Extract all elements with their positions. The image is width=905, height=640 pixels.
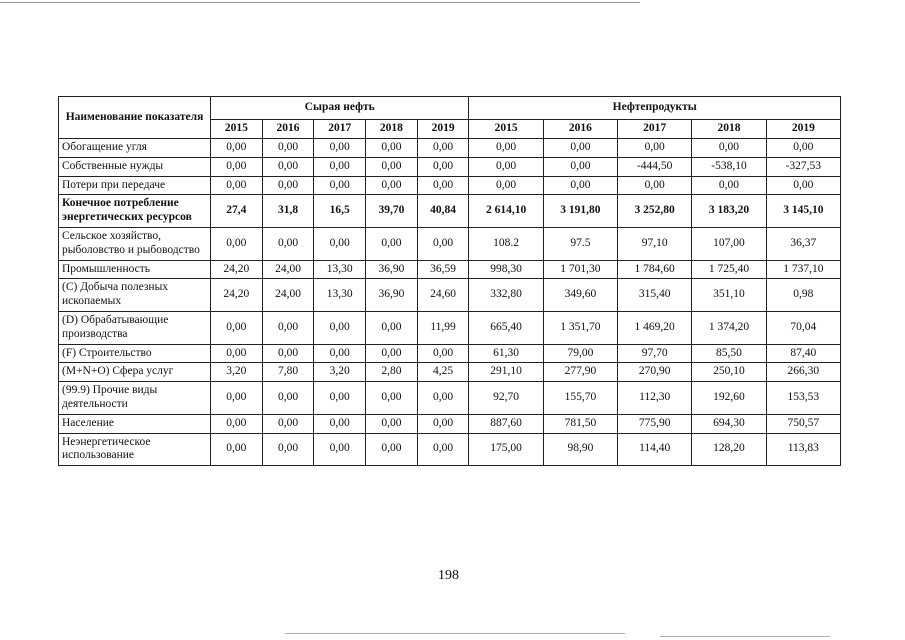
value-cell: 0,00 [417, 414, 469, 433]
value-cell: 85,50 [692, 344, 766, 363]
value-cell: 0,00 [417, 433, 469, 466]
table-row [59, 176, 841, 195]
row-name-cell: Неэнергетическое использование [59, 433, 211, 466]
scan-edge-line [285, 633, 625, 634]
value-cell: -538,10 [692, 157, 766, 176]
value-cell: 3 252,80 [618, 195, 692, 228]
value-cell: 0,00 [314, 414, 366, 433]
value-cell: 0,00 [211, 139, 263, 158]
value-cell: 175,00 [469, 433, 543, 466]
value-cell: 36,90 [366, 260, 418, 279]
value-cell: 0,00 [314, 227, 366, 260]
value-cell: 887,60 [469, 414, 543, 433]
page-number: 198 [438, 568, 459, 583]
value-cell: 750,57 [766, 414, 840, 433]
value-cell: 0,00 [366, 311, 418, 344]
value-cell: 1 701,30 [543, 260, 617, 279]
value-cell: 24,60 [417, 279, 469, 312]
value-cell: 0,00 [211, 227, 263, 260]
value-cell: 0,00 [417, 139, 469, 158]
year-header: 2018 [366, 120, 418, 139]
value-cell: 0,00 [417, 157, 469, 176]
value-cell: 266,30 [766, 363, 840, 382]
value-cell: 155,70 [543, 382, 617, 415]
value-cell: 2 614,10 [469, 195, 543, 228]
row-name-cell: (M+N+O) Сфера услуг [59, 363, 211, 382]
year-header: 2016 [543, 120, 617, 139]
value-cell: 0,00 [314, 176, 366, 195]
value-cell: 0,00 [366, 139, 418, 158]
row-name-cell: Сельское хозяйство, рыболовство и рыбоводство [59, 227, 211, 260]
value-cell: 0,00 [262, 382, 314, 415]
value-cell: 315,40 [618, 279, 692, 312]
value-cell: 0,00 [366, 382, 418, 415]
value-cell: 3,20 [211, 363, 263, 382]
value-cell: 332,80 [469, 279, 543, 312]
year-header: 2018 [692, 120, 766, 139]
year-header: 2016 [262, 120, 314, 139]
value-cell: 0,00 [314, 382, 366, 415]
value-cell: 0,00 [543, 176, 617, 195]
value-cell: 2,80 [366, 363, 418, 382]
year-header: 2017 [618, 120, 692, 139]
table-row [59, 157, 841, 176]
value-cell: 70,04 [766, 311, 840, 344]
value-cell: 1 374,20 [692, 311, 766, 344]
value-cell: 0,00 [314, 139, 366, 158]
value-cell: 0,00 [211, 382, 263, 415]
value-cell: 351,10 [692, 279, 766, 312]
value-cell: 998,30 [469, 260, 543, 279]
value-cell: 0,00 [469, 157, 543, 176]
value-cell: 27,4 [211, 195, 263, 228]
row-name-cell: Население [59, 414, 211, 433]
value-cell: 0,00 [211, 311, 263, 344]
column-group-crude-oil: Сырая нефть [211, 97, 469, 120]
value-cell: 11,99 [417, 311, 469, 344]
row-name-cell: (99.9) Прочие виды деятельности [59, 382, 211, 415]
value-cell: 349,60 [543, 279, 617, 312]
value-cell: 114,40 [618, 433, 692, 466]
value-cell: 31,8 [262, 195, 314, 228]
year-header: 2015 [469, 120, 543, 139]
value-cell: 36,37 [766, 227, 840, 260]
value-cell: 24,00 [262, 260, 314, 279]
value-cell: 13,30 [314, 279, 366, 312]
value-cell: 0,00 [314, 157, 366, 176]
row-name-cell: Собственные нужды [59, 157, 211, 176]
value-cell: 0,00 [314, 433, 366, 466]
table-row [59, 260, 841, 279]
value-cell: 0,00 [366, 176, 418, 195]
value-cell: 3 145,10 [766, 195, 840, 228]
value-cell: 92,70 [469, 382, 543, 415]
value-cell: 0,00 [417, 227, 469, 260]
table-row [59, 311, 841, 344]
value-cell: 0,00 [692, 176, 766, 195]
value-cell: 0,00 [766, 139, 840, 158]
value-cell: 0,00 [543, 139, 617, 158]
value-cell: 3,20 [314, 363, 366, 382]
value-cell: 97,70 [618, 344, 692, 363]
value-cell: 0,00 [211, 414, 263, 433]
scan-edge-line [0, 2, 640, 3]
value-cell: 24,20 [211, 279, 263, 312]
value-cell: 87,40 [766, 344, 840, 363]
column-group-oil-products: Нефтепродукты [469, 97, 841, 120]
value-cell: 0,00 [262, 433, 314, 466]
table-row [59, 227, 841, 260]
value-cell: 0,00 [366, 227, 418, 260]
value-cell: 112,30 [618, 382, 692, 415]
value-cell: 0,00 [469, 176, 543, 195]
value-cell: 0,00 [262, 414, 314, 433]
table-row [59, 433, 841, 466]
value-cell: 0,00 [366, 414, 418, 433]
value-cell: 24,20 [211, 260, 263, 279]
energy-balance-table [58, 96, 841, 466]
row-name-cell: Потери при передаче [59, 176, 211, 195]
value-cell: 694,30 [692, 414, 766, 433]
row-name-cell: (F) Строительство [59, 344, 211, 363]
value-cell: 0,00 [262, 176, 314, 195]
value-cell: 192,60 [692, 382, 766, 415]
value-cell: 1 784,60 [618, 260, 692, 279]
scan-edge-line [660, 636, 830, 637]
value-cell: 113,83 [766, 433, 840, 466]
value-cell: 0,00 [618, 139, 692, 158]
value-cell: 97,10 [618, 227, 692, 260]
value-cell: 0,98 [766, 279, 840, 312]
year-header: 2019 [766, 120, 840, 139]
table-row [59, 363, 841, 382]
value-cell: 98,90 [543, 433, 617, 466]
value-cell: 0,00 [211, 433, 263, 466]
value-cell: 16,5 [314, 195, 366, 228]
value-cell: 277,90 [543, 363, 617, 382]
year-header: 2019 [417, 120, 469, 139]
table-row [59, 414, 841, 433]
value-cell: -444,50 [618, 157, 692, 176]
value-cell: 1 469,20 [618, 311, 692, 344]
value-cell: 0,00 [262, 157, 314, 176]
value-cell: 39,70 [366, 195, 418, 228]
value-cell: 0,00 [262, 311, 314, 344]
row-name-cell: (C) Добыча полезных ископаемых [59, 279, 211, 312]
value-cell: 3 191,80 [543, 195, 617, 228]
value-cell: 1 351,70 [543, 311, 617, 344]
row-name-cell: Конечное потребление энергетических ресурсов [59, 195, 211, 228]
value-cell: 0,00 [692, 139, 766, 158]
year-header: 2015 [211, 120, 263, 139]
value-cell: 0,00 [366, 344, 418, 363]
value-cell: 0,00 [618, 176, 692, 195]
row-name-cell: Обогащение угля [59, 139, 211, 158]
value-cell: 1 737,10 [766, 260, 840, 279]
table-row [59, 139, 841, 158]
table-row [59, 382, 841, 415]
year-header: 2017 [314, 120, 366, 139]
table-row [59, 195, 841, 228]
table-header-row [59, 97, 841, 120]
value-cell: 4,25 [417, 363, 469, 382]
table-row [59, 344, 841, 363]
value-cell: 3 183,20 [692, 195, 766, 228]
value-cell: 0,00 [262, 139, 314, 158]
value-cell: 40,84 [417, 195, 469, 228]
value-cell: 0,00 [417, 344, 469, 363]
value-cell: 0,00 [417, 176, 469, 195]
value-cell: 0,00 [366, 157, 418, 176]
value-cell: 0,00 [469, 139, 543, 158]
value-cell: 0,00 [543, 157, 617, 176]
value-cell: 0,00 [417, 382, 469, 415]
table-row [59, 279, 841, 312]
value-cell: 775,90 [618, 414, 692, 433]
value-cell: 291,10 [469, 363, 543, 382]
column-header-name: Наименование показателя [59, 97, 211, 139]
value-cell: 7,80 [262, 363, 314, 382]
value-cell: 250,10 [692, 363, 766, 382]
value-cell: 36,59 [417, 260, 469, 279]
value-cell: 36,90 [366, 279, 418, 312]
value-cell: 0,00 [211, 157, 263, 176]
value-cell: 128,20 [692, 433, 766, 466]
value-cell: 0,00 [766, 176, 840, 195]
value-cell: 79,00 [543, 344, 617, 363]
value-cell: 0,00 [262, 344, 314, 363]
value-cell: 24,00 [262, 279, 314, 312]
value-cell: 0,00 [366, 433, 418, 466]
row-name-cell: Промышленность [59, 260, 211, 279]
value-cell: 153,53 [766, 382, 840, 415]
value-cell: 97.5 [543, 227, 617, 260]
value-cell: 1 725,40 [692, 260, 766, 279]
value-cell: 0,00 [314, 311, 366, 344]
value-cell: 107,00 [692, 227, 766, 260]
value-cell: 0,00 [314, 344, 366, 363]
row-name-cell: (D) Обрабатывающие производства [59, 311, 211, 344]
value-cell: 13,30 [314, 260, 366, 279]
value-cell: 665,40 [469, 311, 543, 344]
value-cell: 270,90 [618, 363, 692, 382]
value-cell: 108.2 [469, 227, 543, 260]
value-cell: 0,00 [262, 227, 314, 260]
value-cell: 61,30 [469, 344, 543, 363]
value-cell: 0,00 [211, 176, 263, 195]
value-cell: 781,50 [543, 414, 617, 433]
value-cell: 0,00 [211, 344, 263, 363]
value-cell: -327,53 [766, 157, 840, 176]
table-body [59, 139, 841, 466]
